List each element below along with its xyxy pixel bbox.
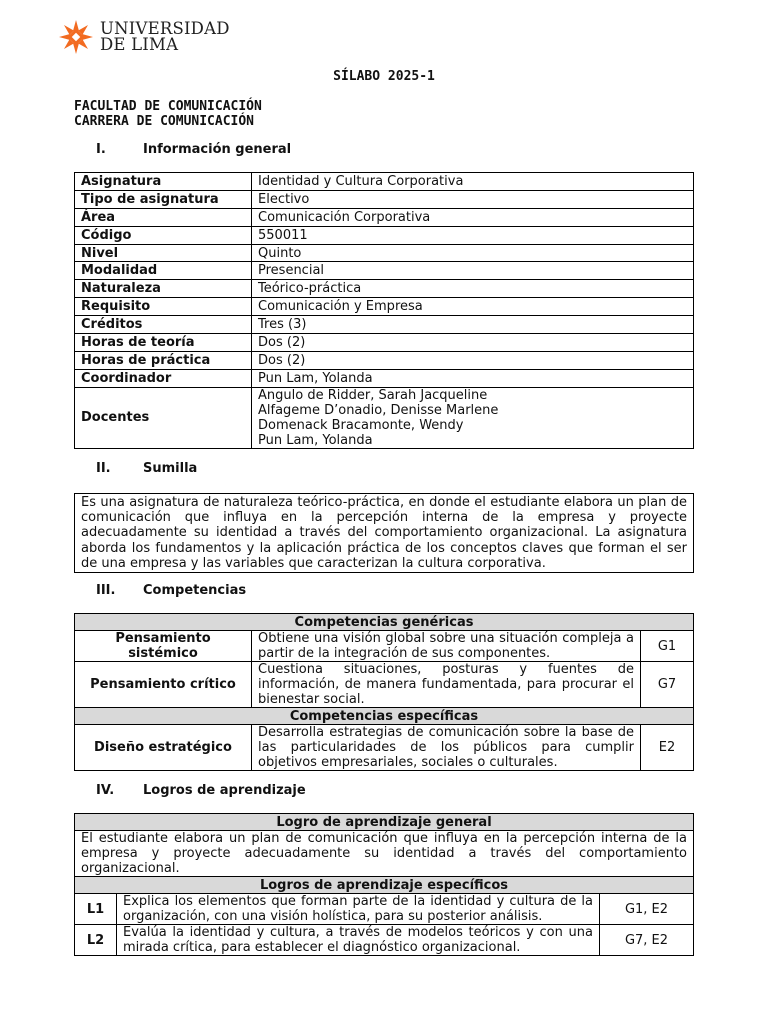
sumilla-box: Es una asignatura de naturaleza teórico-práctica, en donde el estudiante elabora un plan de comunicación que influya en la percepción interna de la empresa y proyecte adecuadamente su identidad a través del comportamiento organizacional. La asignatura aborda los fundamentos y la aplicación práctica de los conceptos claves que forman el ser de una empresa y las variables que caracterizan la cultura corporativa. — [74, 493, 694, 573]
section-title: Sumilla — [143, 461, 198, 476]
logro-codes: G7, E2 — [600, 925, 694, 956]
info-value: Teórico-práctica — [252, 280, 694, 298]
table-row — [75, 725, 694, 771]
table-row — [75, 190, 694, 208]
info-label: Asignatura — [75, 173, 252, 191]
competencias-table — [74, 613, 694, 771]
table-header-row — [75, 814, 694, 831]
star-logo-icon — [58, 19, 94, 55]
table-row — [75, 298, 694, 316]
competencias-genericas-header: Competencias genéricas — [75, 614, 694, 631]
logo-text — [100, 21, 230, 53]
info-label: Nivel — [75, 244, 252, 262]
logro-id: L1 — [75, 894, 117, 925]
faculty-block — [74, 99, 262, 129]
table-row-docentes — [75, 387, 694, 448]
table-header-row — [75, 877, 694, 894]
info-label: Modalidad — [75, 262, 252, 280]
table-row — [75, 173, 694, 191]
competencia-desc: Desarrolla estrategias de comunicación sobre la base de las particularidades de los públicos para cumplir objetivos empresariales, sociales o culturales. — [252, 725, 641, 771]
logro-general-header: Logro de aprendizaje general — [75, 814, 694, 831]
faculty-name: FACULTAD DE COMUNICACIÓN — [74, 99, 262, 114]
competencia-code: G7 — [641, 662, 694, 708]
table-header-row — [75, 708, 694, 725]
table-row — [75, 351, 694, 369]
table-row — [75, 894, 694, 925]
info-value: Identidad y Cultura Corporativa — [252, 173, 694, 191]
info-value: Comunicación Corporativa — [252, 208, 694, 226]
competencias-especificas-header: Competencias específicas — [75, 708, 694, 725]
table-header-row — [75, 614, 694, 631]
career-name: CARRERA DE COMUNICACIÓN — [74, 114, 255, 129]
competencia-desc: Obtiene una visión global sobre una situación compleja a partir de la integración de sus componentes. — [252, 631, 641, 662]
logro-codes: G1, E2 — [600, 894, 694, 925]
logro-general-text: El estudiante elabora un plan de comunicación que influya en la percepción interna de la empresa y proyecte adecuadamente su identidad a través del comportamiento organizacional. — [75, 831, 694, 877]
info-value: Presencial — [252, 262, 694, 280]
section-heading-3 — [96, 583, 246, 598]
table-row — [75, 262, 694, 280]
table-row — [75, 208, 694, 226]
logo-line-2: DE LIMA — [100, 35, 179, 54]
section-title: Competencias — [143, 583, 247, 598]
section-heading-1 — [96, 142, 291, 157]
table-row — [75, 316, 694, 334]
table-row — [75, 369, 694, 387]
table-row — [75, 631, 694, 662]
docente-name: Domenack Bracamonte, Wendy — [258, 417, 464, 433]
info-value: Tres (3) — [252, 316, 694, 334]
competencia-desc: Cuestiona situaciones, posturas y fuentes de información, de manera fundamentada, para procurar el bienestar social. — [252, 662, 641, 708]
docente-name: Angulo de Ridder, Sarah Jacqueline — [258, 387, 488, 403]
info-value: Comunicación y Empresa — [252, 298, 694, 316]
info-value: Quinto — [252, 244, 694, 262]
section-title: Información general — [143, 142, 292, 157]
section-heading-4 — [96, 783, 306, 798]
info-label: Docentes — [75, 387, 252, 448]
docente-name: Pun Lam, Yolanda — [258, 432, 373, 448]
docente-name: Alfageme D’onadio, Denisse Marlene — [258, 402, 499, 418]
info-value: 550011 — [252, 226, 694, 244]
info-label: Requisito — [75, 298, 252, 316]
section-number: IV. — [96, 783, 115, 798]
table-row — [75, 244, 694, 262]
logo-line-1: UNIVERSIDAD — [100, 19, 230, 38]
logro-desc: Explica los elementos que forman parte de la identidad y cultura de la organización, con una visión holística, para su posterior análisis. — [117, 894, 600, 925]
table-row — [75, 831, 694, 877]
info-label: Área — [75, 208, 252, 226]
table-row — [75, 280, 694, 298]
table-row — [75, 925, 694, 956]
info-value: Dos (2) — [252, 334, 694, 352]
logros-table — [74, 813, 694, 956]
table-row — [75, 662, 694, 708]
info-label: Horas de práctica — [75, 351, 252, 369]
university-logo — [58, 19, 230, 55]
info-label: Horas de teoría — [75, 334, 252, 352]
table-row — [75, 334, 694, 352]
logros-especificos-header: Logros de aprendizaje específicos — [75, 877, 694, 894]
section-title: Logros de aprendizaje — [143, 783, 306, 798]
section-number: II. — [96, 461, 111, 476]
general-info-table — [74, 172, 694, 449]
section-heading-2 — [96, 461, 197, 476]
docentes-list — [252, 387, 694, 448]
competencia-name: Pensamiento crítico — [75, 662, 252, 708]
competencia-code: E2 — [641, 725, 694, 771]
logro-desc: Evalúa la identidad y cultura, a través de modelos teóricos y con una mirada crítica, para establecer el diagnóstico organizacional. — [117, 925, 600, 956]
section-number: III. — [96, 583, 116, 598]
logro-id: L2 — [75, 925, 117, 956]
info-value: Pun Lam, Yolanda — [252, 369, 694, 387]
info-label: Naturaleza — [75, 280, 252, 298]
competencia-code: G1 — [641, 631, 694, 662]
info-value: Electivo — [252, 190, 694, 208]
info-label: Créditos — [75, 316, 252, 334]
section-number: I. — [96, 142, 106, 157]
document-title: SÍLABO 2025-1 — [333, 69, 435, 84]
info-label: Coordinador — [75, 369, 252, 387]
table-row — [75, 226, 694, 244]
competencia-name: Pensamiento sistémico — [75, 631, 252, 662]
info-value: Dos (2) — [252, 351, 694, 369]
competencia-name: Diseño estratégico — [75, 725, 252, 771]
info-label: Tipo de asignatura — [75, 190, 252, 208]
info-label: Código — [75, 226, 252, 244]
